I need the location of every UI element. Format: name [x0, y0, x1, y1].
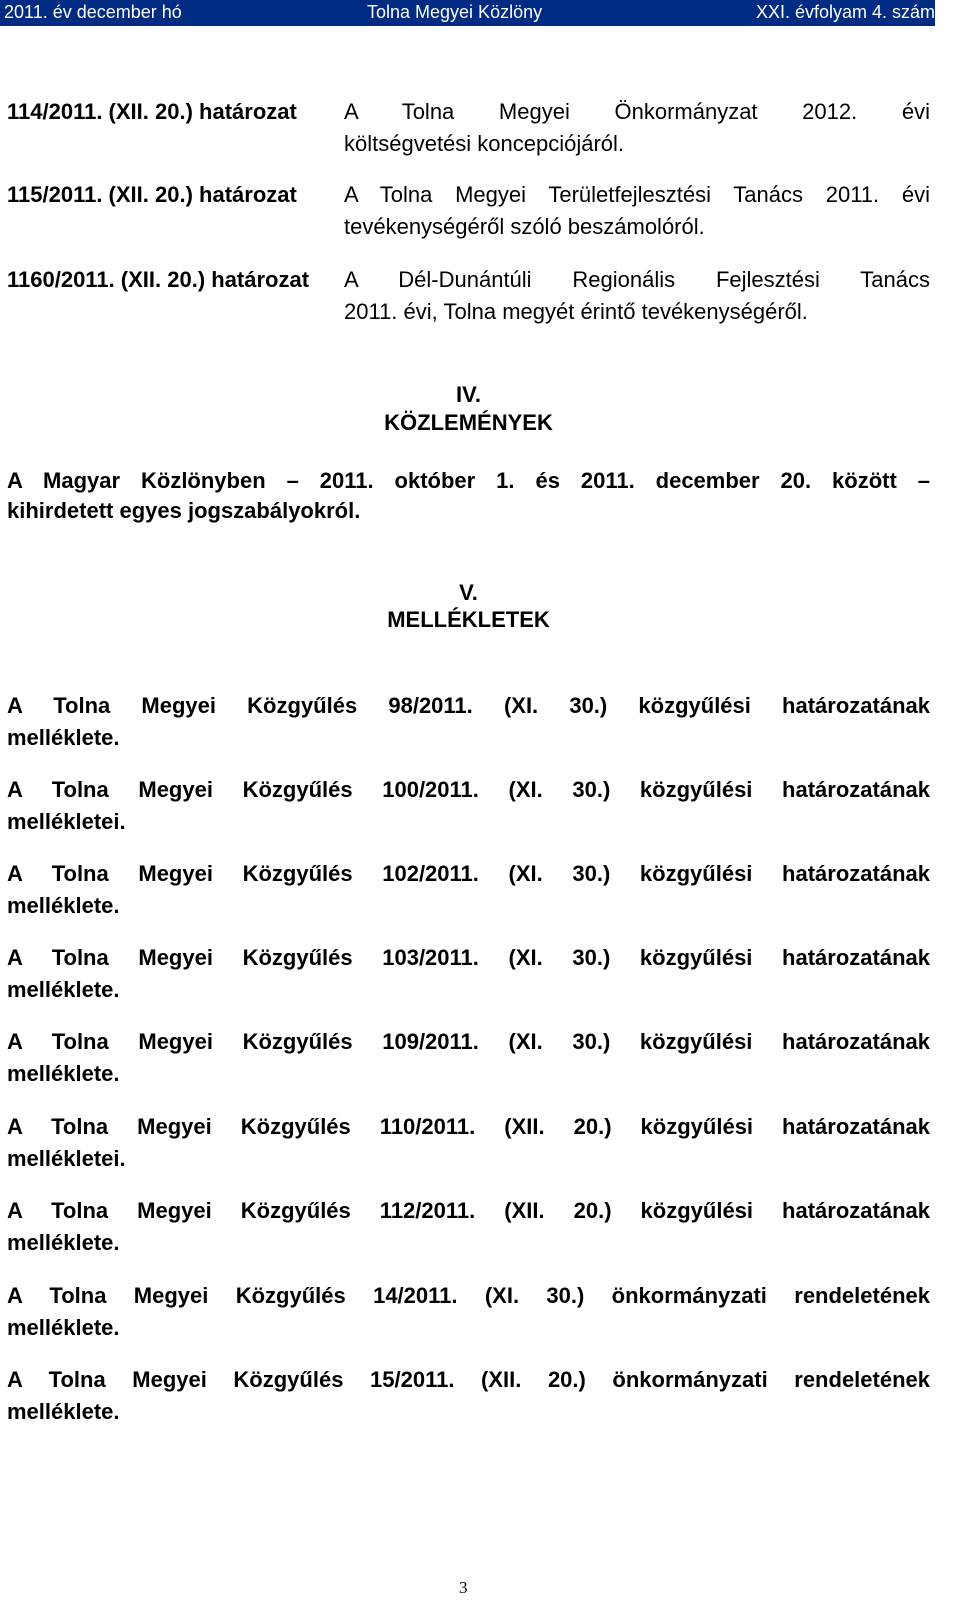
decision-number: 1160/2011. (XII. 20.) határozat: [7, 267, 310, 292]
section-iv-title: KÖZLEMÉNYEK: [384, 410, 553, 435]
annex-item: [7, 1111, 930, 1175]
decision-text: [344, 264, 930, 328]
section-iv-notice: [7, 466, 930, 526]
annex-line1: A Tolna Megyei Közgyűlés 98/2011. (XI. 30.) közgyűlési határozatának: [7, 693, 930, 718]
annex-line2: melléklete.: [7, 893, 120, 918]
decision-text-line2: 2011. évi, Tolna megyét érintő tevékenységéről.: [344, 299, 808, 324]
annex-line2: melléklete.: [7, 725, 120, 750]
annex-line1: A Tolna Megyei Közgyűlés 14/2011. (XI. 30.) önkormányzati rendeletének: [7, 1283, 930, 1308]
annex-line2: melléklete.: [7, 1315, 120, 1340]
decision-text-line2: költségvetési koncepciójáról.: [344, 131, 625, 156]
section-v-number: V.: [459, 580, 478, 605]
annex-line1: A Tolna Megyei Közgyűlés 112/2011. (XII. 20.) közgyűlési határozatának: [7, 1198, 930, 1223]
notice-line1: A Magyar Közlönyben – 2011. október 1. és 2011. december 20. között –: [7, 468, 930, 493]
annex-item: [7, 1364, 930, 1428]
decision-number: 114/2011. (XII. 20.) határozat: [7, 99, 297, 124]
annex-line2: melléklete.: [7, 1061, 120, 1086]
annex-line2: melléklete.: [7, 1230, 120, 1255]
annex-line1: A Tolna Megyei Közgyűlés 100/2011. (XI. 30.) közgyűlési határozatának: [7, 777, 930, 802]
page-number: 3: [459, 1578, 468, 1597]
decision-text-line1: A Tolna Megyei Területfejlesztési Tanács 2011. évi: [344, 182, 930, 207]
annex-item: [7, 858, 930, 922]
annex-item: [7, 1195, 930, 1259]
decision-number: 115/2011. (XII. 20.) határozat: [7, 182, 297, 207]
decision-text-line2: tevékenységéről szóló beszámolóról.: [344, 214, 705, 239]
page-header: [0, 0, 935, 26]
annex-line1: A Tolna Megyei Közgyűlés 103/2011. (XI. 30.) közgyűlési határozatának: [7, 945, 930, 970]
section-iv-number: IV.: [456, 382, 481, 407]
annex-item: [7, 690, 930, 754]
decision-text-line1: A Tolna Megyei Önkormányzat 2012. évi: [344, 99, 930, 124]
annex-line2: mellékletei.: [7, 1146, 126, 1171]
decision-text: [344, 179, 930, 243]
header-publication: Tolna Megyei Közlöny: [367, 2, 543, 22]
section-v-title: MELLÉKLETEK: [387, 607, 550, 632]
annex-item: [7, 942, 930, 1006]
annex-line1: A Tolna Megyei Közgyűlés 109/2011. (XI. 30.) közgyűlési határozatának: [7, 1029, 930, 1054]
header-volume: XXI. évfolyam 4. szám: [755, 2, 935, 22]
annex-line2: mellékletei.: [7, 809, 126, 834]
annex-line1: A Tolna Megyei Közgyűlés 15/2011. (XII. 20.) önkormányzati rendeletének: [7, 1367, 930, 1392]
annex-line1: A Tolna Megyei Közgyűlés 110/2011. (XII. 20.) közgyűlési határozatának: [7, 1114, 930, 1139]
annex-item: [7, 1026, 930, 1090]
annex-item: [7, 1280, 930, 1344]
annex-line1: A Tolna Megyei Közgyűlés 102/2011. (XI. 30.) közgyűlési határozatának: [7, 861, 930, 886]
decision-text-line1: A Dél-Dunántúli Regionális Fejlesztési Tanács: [344, 267, 930, 292]
notice-line2: kihirdetett egyes jogszabályokról.: [7, 498, 361, 523]
annex-line2: melléklete.: [7, 1399, 120, 1424]
header-date: 2011. év december hó: [4, 2, 182, 22]
annex-line2: melléklete.: [7, 977, 120, 1002]
annex-item: [7, 774, 930, 838]
decision-text: [344, 96, 930, 160]
